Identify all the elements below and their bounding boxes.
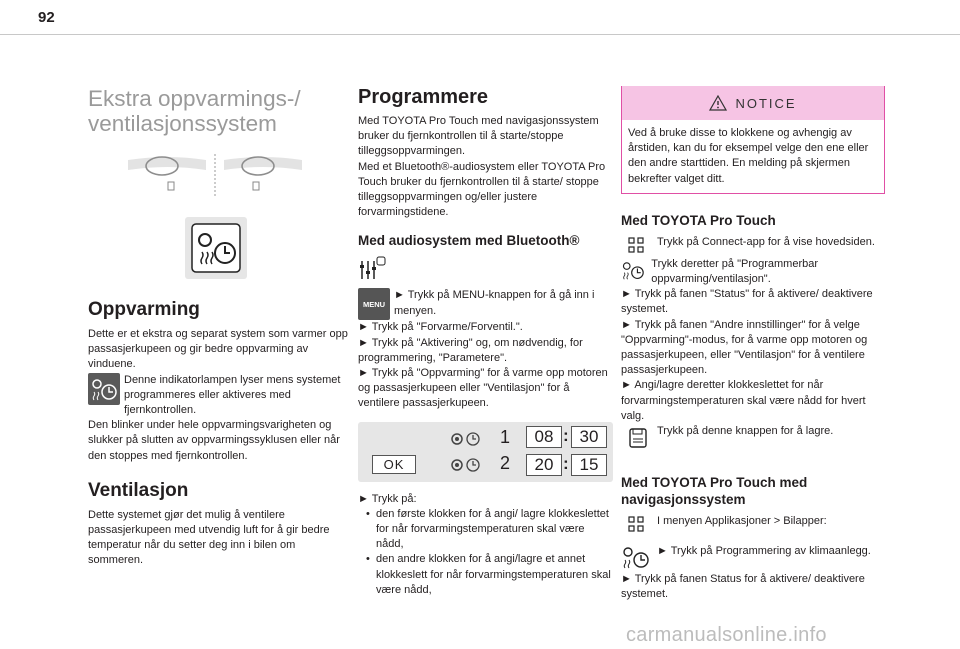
- heading-bluetooth: Med audiosystem med Bluetooth®: [358, 233, 580, 249]
- step-forvarme: ► Trykk på "Forvarme/Forventil.".: [358, 321, 523, 334]
- clock2-number: 2: [500, 452, 511, 473]
- clock2-colon: :: [563, 453, 569, 473]
- programmere-intro1: Med TOYOTA Pro Touch med navigasjonssystem bruker du fjernkontrollen til å starte/stoppe tilleggsoppvarmingen.: [358, 115, 599, 158]
- oppvarming-text: Dette er et ekstra og separat system som varmer opp passasjerkupeen og gir bedre oppvarming av vinduene.: [88, 328, 348, 371]
- clock1-minute[interactable]: 30: [571, 426, 607, 448]
- header-rule: [0, 34, 960, 35]
- clock2-hour[interactable]: 20: [526, 454, 562, 476]
- clock2-minute[interactable]: 15: [571, 454, 607, 476]
- step-aktivering: ► Trykk på "Aktivering" og, om nødvendig, for programmering, "Parametere".: [358, 336, 583, 364]
- pro-step-programmerbar: Trykk deretter på "Programmerbar oppvarming/ventilasjon".: [651, 257, 819, 286]
- bullet-clock2: • den andre klokken for å angi/lagre et annet klokkeslett for når forvarmingstemperaturen skal være nådd,: [366, 552, 613, 598]
- heading-oppvarming: Oppvarming: [88, 299, 200, 320]
- section-title-line1: Ekstra oppvarmings-/: [88, 86, 301, 111]
- pro-step-status: ► Trykk på fanen "Status" for å aktivere/ deaktivere systemet.: [621, 288, 873, 316]
- notice-header: [622, 86, 884, 120]
- heading-ventilasjon: Ventilasjon: [88, 479, 189, 501]
- clock-bullets: [358, 507, 613, 598]
- notice-text: Ved å bruke disse to klokkene og avhengig av årstiden, kan du for eksempel velge den ene eller den andre starttiden. En melding på skjermen bekrefter valget ditt.: [628, 127, 869, 185]
- page-number: 92: [38, 9, 55, 26]
- menu-button-label: MENU: [362, 299, 386, 309]
- heater-settings-icon: [358, 255, 386, 283]
- programmere-intro2: Med et Bluetooth®-audiosystem eller TOYOTA Pro Touch bruker du fjernkontrollen til å starte/ stoppe tilleggsoppvarmingen og/eller justere forvarmingstidene.: [358, 160, 606, 219]
- heading-pro-touch-nav: Med TOYOTA Pro Touch med navigasjonssystem: [621, 475, 808, 508]
- warning-triangle-icon: [709, 95, 727, 111]
- heater-indicator-icon: [88, 373, 120, 405]
- indicator-text: Denne indikatorlampen lyser mens systemet programmeres eller aktiveres med fjernkontrollen.: [124, 373, 341, 417]
- ok-button[interactable]: OK: [372, 455, 416, 474]
- heading-programmere: Programmere: [358, 86, 489, 108]
- notice-box: [621, 86, 885, 194]
- press-on-text: ► Trykk på:: [358, 492, 417, 505]
- nav-step-status: ► Trykk på fanen Status for å aktivere/ deaktivere systemet.: [621, 573, 865, 601]
- step-oppvarming: ► Trykk på "Oppvarming" for å varme opp motoren og passasjerkupeen eller "Ventilasjon" for å ventilere passasjerkupeen.: [358, 367, 608, 410]
- nav-step-programmering: ► Trykk på Programmering av klimaanlegg.: [657, 545, 871, 558]
- pro-step-andre: ► Trykk på fanen "Andre innstillinger" for å velge "Oppvarming"-modus, for å varme opp motoren og passasjerkupeen, eller "Ventilasjon" for å ventilere passasjerkupeen.: [621, 318, 868, 377]
- pro-step-connect: Trykk på Connect-app for å vise hovedsiden.: [657, 235, 875, 248]
- nav-step-menu: I menyen Applikasjoner > Bilapper:: [657, 515, 827, 528]
- clock1-hour[interactable]: 08: [526, 426, 562, 448]
- clock1-number: 1: [500, 426, 511, 447]
- clock2-icons: [450, 456, 492, 474]
- heater-indicator-large: [185, 217, 247, 279]
- clock1-icons: [450, 430, 492, 448]
- section-title: [88, 86, 350, 136]
- bullet-clock1: • den første klokken for å angi/ lagre klokkeslettet for når forvarmingstemperaturen skal være nådd,: [366, 507, 613, 553]
- heater-timer-small-icon-2: [621, 544, 653, 572]
- timer-display-panel: [358, 422, 613, 482]
- notice-title: NOTICE: [735, 95, 797, 111]
- step-menu: ► Trykk på MENU-knappen for å gå inn i menyen.: [394, 289, 595, 317]
- column-left: [88, 86, 350, 569]
- apps-grid-icon-2: [621, 514, 653, 536]
- heater-timer-small-icon: [621, 257, 647, 285]
- heading-pro-touch: Med TOYOTA Pro Touch: [621, 212, 776, 228]
- blink-text: Den blinker under hele oppvarmingsvarigheten og slukker på slutten av oppvarmingssyklusen eller når den stoppes med fjernkontrollen.: [88, 419, 340, 462]
- column-right: [621, 86, 889, 602]
- apps-grid-icon: [621, 235, 653, 257]
- column-middle: [358, 86, 613, 598]
- pro-step-angi: ► Angi/lagre deretter klokkeslettet for når forvarmingstemperaturen skal være nådd for hvert valg.: [621, 379, 866, 422]
- menu-button[interactable]: [358, 288, 390, 320]
- section-title-line2: ventilasjonssystem: [88, 111, 277, 136]
- pro-step-save: Trykk på denne knappen for å lagre.: [657, 425, 834, 438]
- dashboard-illustration: [88, 150, 350, 200]
- ventilasjon-text: Dette systemet gjør det mulig å ventilere passasjerkupeen med utvendig luft for å gir bedre temperatur når du setter deg inn i bilen om sommeren.: [88, 508, 330, 567]
- clock1-colon: :: [563, 425, 569, 445]
- heater-timer-icon: [191, 223, 241, 273]
- watermark: carmanualsonline.info: [626, 624, 827, 646]
- save-icon: [621, 424, 653, 452]
